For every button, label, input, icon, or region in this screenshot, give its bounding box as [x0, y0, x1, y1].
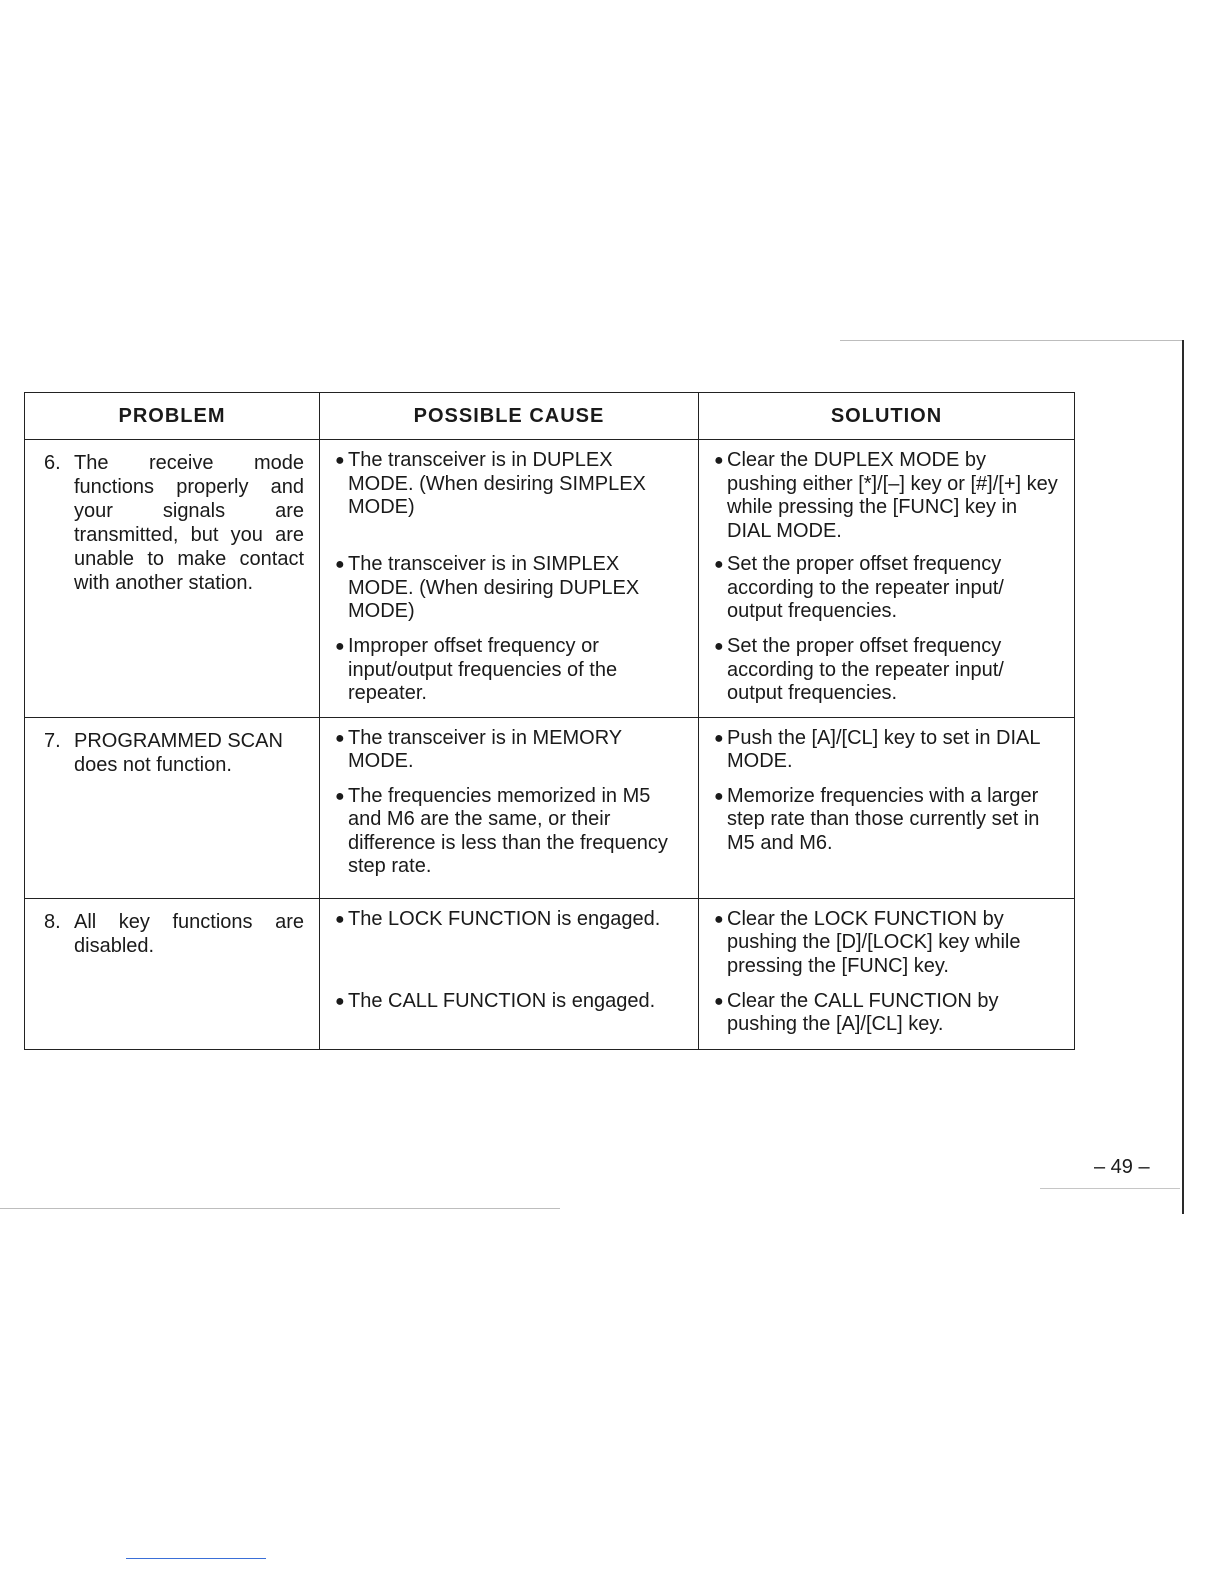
- cause-item: ● The transceiver is in DUPLEX MODE. (When desiring SIMPLEX MODE): [335, 449, 683, 553]
- solution-item: ● Set the proper offset frequency according to the repeater input/ output frequencies.: [714, 553, 1059, 635]
- table-row: [25, 440, 1075, 718]
- solution-cell: [699, 440, 1075, 718]
- bullet-icon: ●: [335, 729, 345, 747]
- cause-item: ● The transceiver is in SIMPLEX MODE. (When desiring DUPLEX MODE): [335, 553, 683, 635]
- solution-item: ● Set the proper offset frequency according to the repeater input/ output frequencies.: [714, 635, 1004, 704]
- bullet-icon: ●: [335, 787, 345, 805]
- cause-cell: [320, 898, 699, 1049]
- table-row: [25, 717, 1075, 898]
- problem-number: 8.: [44, 910, 61, 933]
- bullet-icon: ●: [714, 787, 724, 805]
- bullet-icon: ●: [335, 556, 345, 573]
- cause-item: ● The LOCK FUNCTION is engaged.: [335, 908, 683, 990]
- problem-text: All key functions are disabled.: [74, 910, 304, 957]
- problem-header: PROBLEM: [25, 393, 320, 440]
- bottom-edge-rule: [0, 1208, 560, 1209]
- bullet-icon: ●: [714, 910, 724, 928]
- cause-header: POSSIBLE CAUSE: [320, 393, 699, 440]
- troubleshooting-table: [24, 392, 1075, 1050]
- footer-line: [126, 1558, 266, 1559]
- bullet-icon: ●: [714, 638, 724, 655]
- bullet-icon: ●: [335, 638, 345, 655]
- table-row: [25, 898, 1075, 1049]
- bullet-icon: ●: [714, 452, 724, 469]
- problem-text: The receive mode functions properly and your signals are transmitted, but you are unable to make contact with another station.: [74, 452, 304, 594]
- bullet-icon: ●: [714, 556, 724, 573]
- cause-item: ● Improper offset frequency or input/output frequencies of the repeater.: [335, 635, 618, 704]
- page-number: – 49 –: [1094, 1156, 1150, 1178]
- solution-item: ● Clear the CALL FUNCTION by pushing the [A]/[CL] key.: [714, 989, 999, 1035]
- cause-cell: [320, 717, 699, 898]
- top-edge-rule: [840, 340, 1184, 341]
- problem-cell: [25, 717, 320, 898]
- bullet-icon: ●: [335, 992, 345, 1010]
- cause-item: ● The transceiver is in MEMORY MODE.: [335, 727, 683, 785]
- solution-item: ● Clear the DUPLEX MODE by pushing either [*]/[–] key or [#]/[+] key while pressing the [FUNC] key in DIAL MODE.: [714, 449, 1059, 553]
- solution-item: ● Memorize frequencies with a larger step rate than those currently set in M5 and M6.: [714, 784, 1040, 854]
- table-header-row: [25, 393, 1075, 440]
- problem-text: PROGRAMMED SCAN does not function.: [74, 729, 283, 776]
- problem-cell: [25, 898, 320, 1049]
- problem-cell: [25, 440, 320, 718]
- solution-cell: [699, 717, 1075, 898]
- problem-number: 7.: [44, 729, 61, 752]
- cause-item: ● The CALL FUNCTION is engaged.: [335, 989, 656, 1012]
- solution-item: ● Clear the LOCK FUNCTION by pushing the [D]/[LOCK] key while pressing the [FUNC] key.: [714, 908, 1059, 990]
- bullet-icon: ●: [335, 452, 345, 469]
- solution-header: SOLUTION: [699, 393, 1075, 440]
- bullet-icon: ●: [335, 910, 345, 928]
- solution-item: ● Push the [A]/[CL] key to set in DIAL MODE.: [714, 727, 1059, 785]
- cause-cell: [320, 440, 699, 718]
- problem-number: 6.: [44, 452, 61, 474]
- bullet-icon: ●: [714, 992, 724, 1010]
- bullet-icon: ●: [714, 729, 724, 747]
- cause-item: ● The frequencies memorized in M5 and M6 are the same, or their difference is less than the frequency step rate.: [335, 784, 668, 877]
- page-number-rule: [1040, 1188, 1180, 1189]
- solution-cell: [699, 898, 1075, 1049]
- page-edge-rule: [1182, 340, 1184, 1214]
